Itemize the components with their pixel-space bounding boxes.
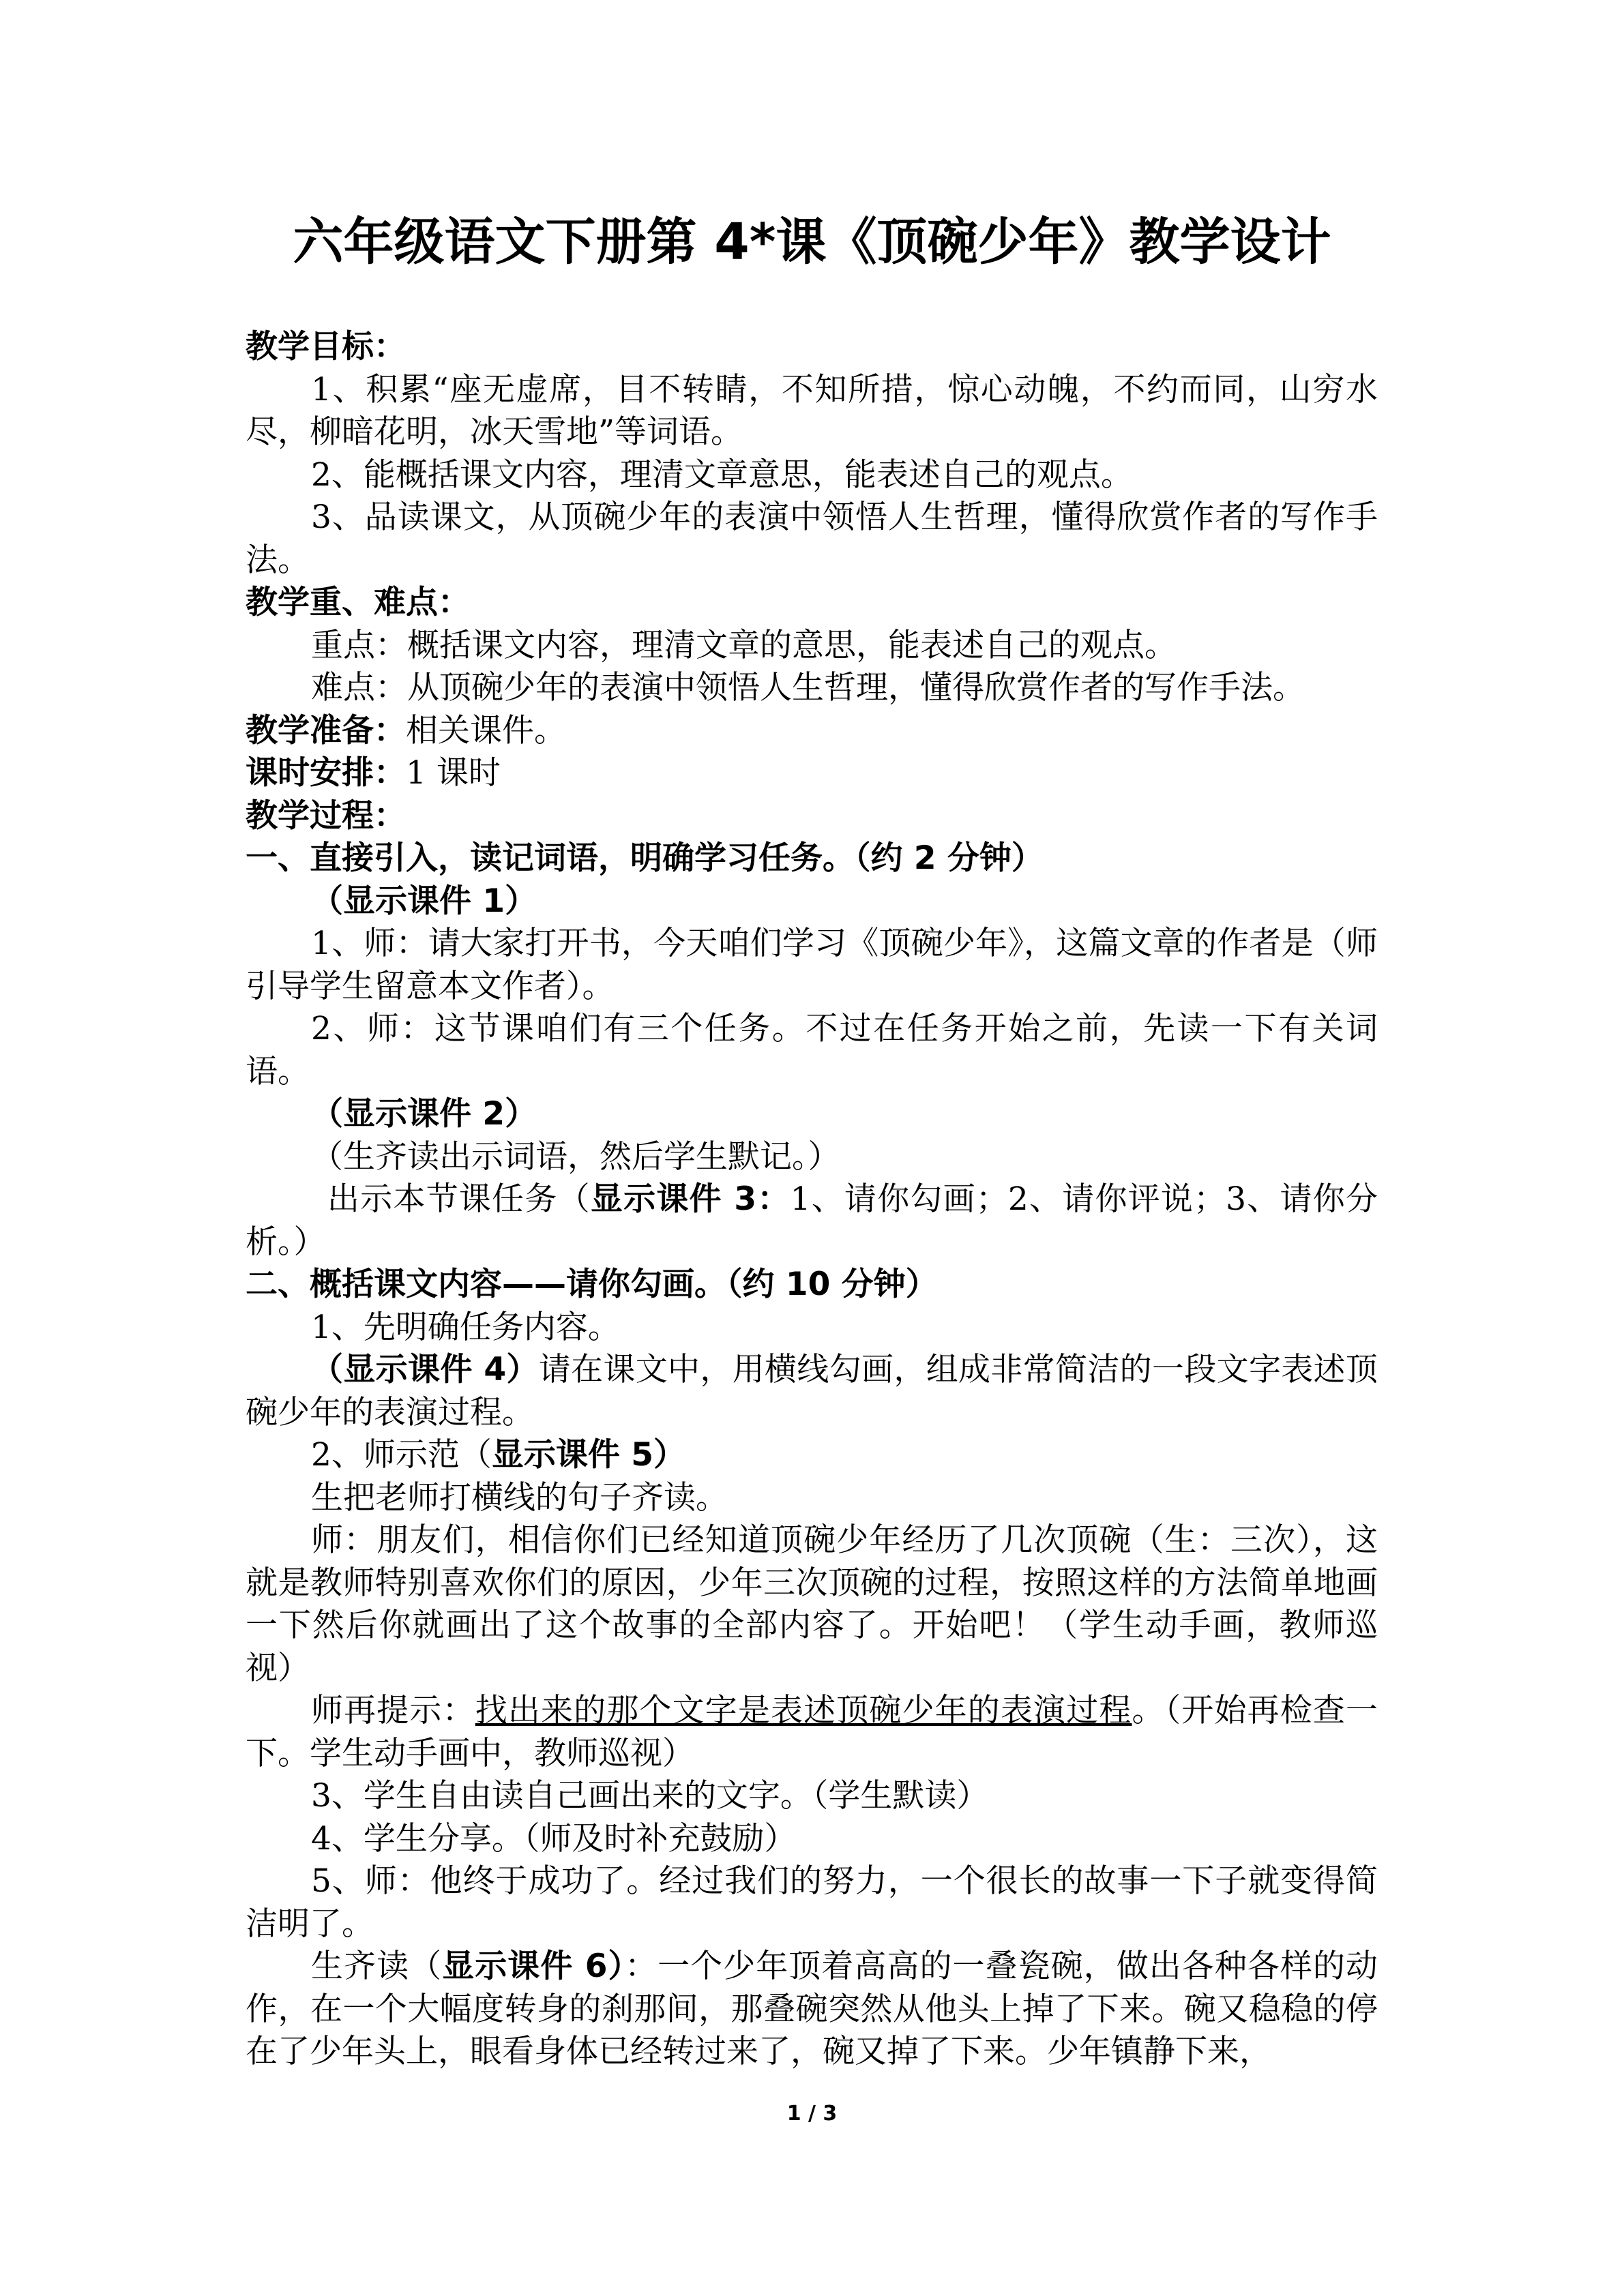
paragraph: 1、师：请大家打开书，今天咱们学习《顶碗少年》，这篇文章的作者是（师引导学生留意本文作者）。 bbox=[246, 925, 1378, 1005]
paragraph: 3、学生自由读自己画出来的文字。（学生默读） bbox=[311, 1777, 989, 1815]
paragraph: 2、师：这节课咱们有三个任务。不过在任务开始之前，先读一下有关词语。 bbox=[246, 1010, 1378, 1090]
preparation-line: 教学准备：相关课件。 bbox=[246, 711, 566, 749]
paragraph: 1、先明确任务内容。 bbox=[311, 1308, 620, 1346]
paragraph: 出示本节课任务（显示课件 3：1、请你勾画；2、请你评说；3、请你分析。） bbox=[246, 1180, 1378, 1261]
paragraph: 2、师示范（显示课件 5） bbox=[311, 1436, 685, 1474]
objectives-heading: 教学目标： bbox=[246, 328, 406, 366]
difficult-point: 难点：从顶碗少年的表演中领悟人生哲理，懂得欣赏作者的写作手法。 bbox=[311, 669, 1305, 706]
courseware-note: （显示课件 2） bbox=[311, 1095, 537, 1133]
section1-heading: 一、直接引入，读记词语，明确学习任务。（约 2 分钟） bbox=[246, 839, 1044, 877]
paragraph: 师：朋友们，相信你们已经知道顶碗少年经历了几次顶碗（生：三次），这就是教师特别喜欢你们的原因，少年三次顶碗的过程，按照这样的方法简单地画一下然后你就画出了这个故事的全部内容了。开始吧！（学生动手画，教师巡视） bbox=[246, 1521, 1378, 1687]
paragraph: 生把老师打横线的句子齐读。 bbox=[311, 1478, 728, 1517]
courseware-note: （显示课件 1） bbox=[311, 882, 537, 920]
objective-item: 3、品读课文，从顶碗少年的表演中领悟人生哲理，懂得欣赏作者的写作手法。 bbox=[246, 498, 1378, 579]
paragraph: 5、师：他终于成功了。经过我们的努力，一个很长的故事一下子就变得简洁明了。 bbox=[246, 1862, 1378, 1943]
paragraph: 4、学生分享。（师及时补充鼓励） bbox=[311, 1819, 797, 1858]
paragraph: 生齐读（显示课件 6）：一个少年顶着高高的一叠瓷碗，做出各种各样的动作，在一个大幅度转身的刹那间，那叠碗突然从他头上掉了下来。碗又稳稳的停在了少年头上，眼看身体已经转过来了，碗又掉了下来。少年镇静下来， bbox=[246, 1948, 1378, 2070]
process-heading: 教学过程： bbox=[246, 796, 406, 835]
key-points-heading: 教学重、难点： bbox=[246, 584, 470, 621]
key-point: 重点：概括课文内容，理清文章的意思，能表述自己的观点。 bbox=[311, 626, 1177, 664]
paragraph: （显示课件 4）请在课文中，用横线勾画，组成非常简洁的一段文字表述顶碗少年的表演过程。 bbox=[246, 1351, 1378, 1431]
objective-item: 2、能概括课文内容，理清文章意思，能表述自己的观点。 bbox=[311, 456, 1133, 494]
document-body bbox=[246, 326, 1378, 2074]
schedule-line: 课时安排：1 课时 bbox=[246, 754, 501, 792]
page-number: 1 / 3 bbox=[786, 2102, 838, 2126]
paragraph: （生齐读出示词语，然后学生默记。） bbox=[311, 1137, 840, 1176]
section2-heading: 二、概括课文内容——请你勾画。（约 10 分钟） bbox=[246, 1266, 938, 1303]
paragraph: 师再提示：找出来的那个文字是表述顶碗少年的表演过程。（开始再检查一下。学生动手画中，教师巡视） bbox=[246, 1692, 1378, 1772]
document-title: 六年级语文下册第 4*课《顶碗少年》教学设计 bbox=[293, 213, 1331, 271]
objective-item: 1、积累“座无虚席，目不转睛，不知所措，惊心动魄，不约而同，山穷水尽，柳暗花明，冰天雪地”等词语。 bbox=[246, 370, 1378, 451]
